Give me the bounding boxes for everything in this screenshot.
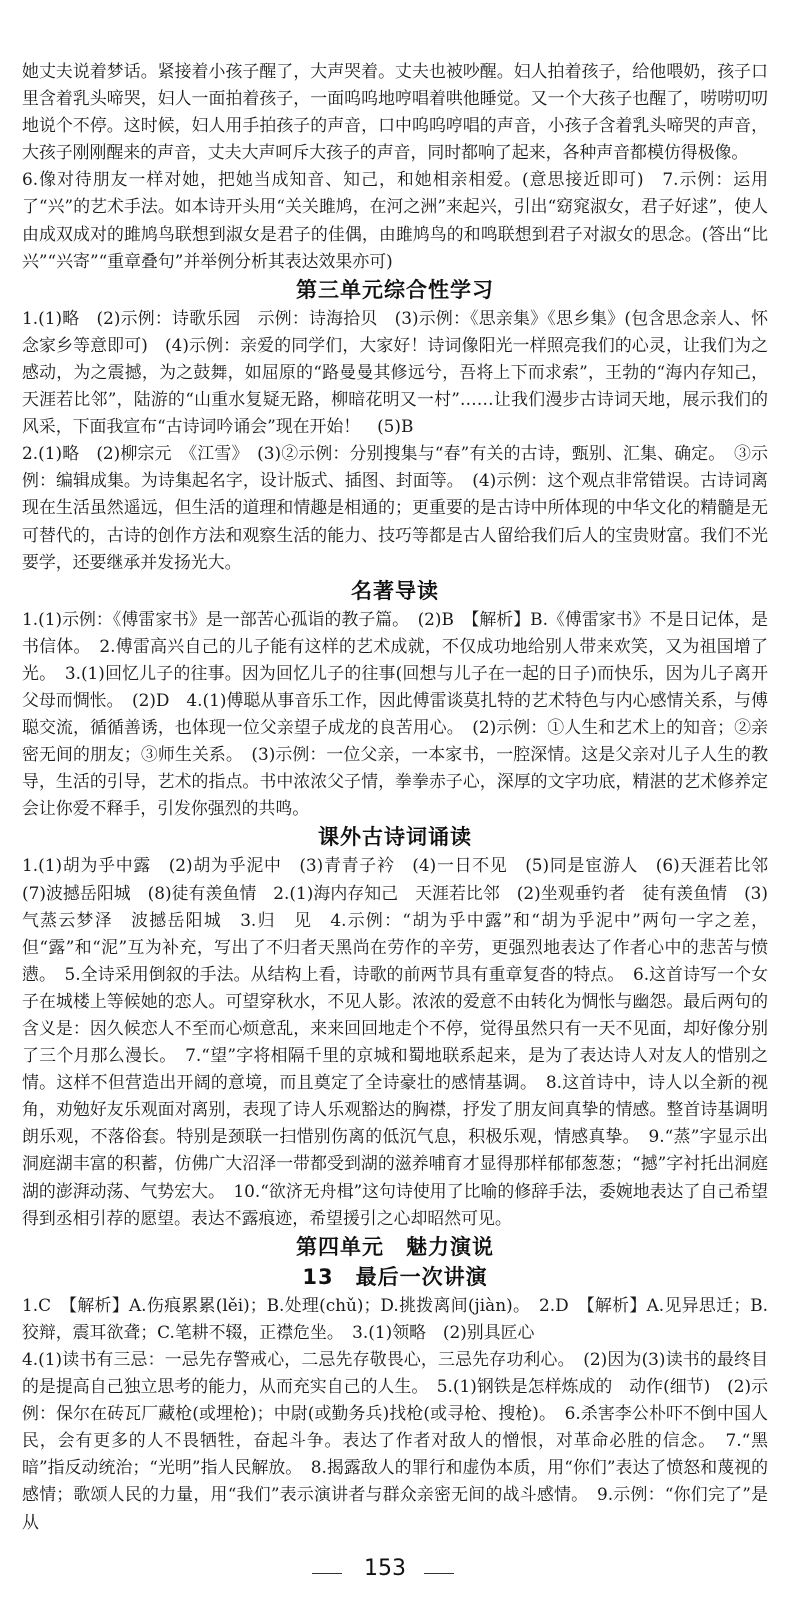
paragraph-lesson13-q1-3: 1.C 【解析】A.伤痕累累(lěi)；B.处理(chǔ)；D.挑拨离间(jiàn)。 2.D 【解析】A.见异思迁；B.狡辩，震耳欲聋；C.笔耕不辍，正襟危坐。 3.(1)领略 (2)别具匠心 [22,1294,768,1342]
paragraph-poetry-answers: 1.(1)胡为乎中露 (2)胡为乎泥中 (3)青青子衿 (4)一日不见 (5)同是宦游人 (6)天涯若比邻 (7)波撼岳阳城 (8)徒有羡鱼情 2.(1)海内存知己 天涯若比邻 (2)坐观垂钓者 徒有羡鱼情 (3)气蒸云梦泽 波撼岳阳城 3.归 见 4.示例：“胡为乎中露”和“胡为乎泥中”两句一字之差，但“露”和“泥”互为补充，写出了不归者天黑尚在劳作的辛劳，更强烈地表达了作者心中的悲苦与愤懑。 5.全诗采用倒叙的手法。从结构上看，诗歌的前两节具有重章复沓的特点。 6.这首诗写一个女子在城楼上等候她的恋人。可望穿秋水，不见人影。浓浓的爱意不由转化为惆怅与幽怨。最后两句的含义是：因久候恋人不至而心烦意乱，来来回回地走个不停，觉得虽然只有一天不见面，却好像分别了三个月那么漫长。 7.“望”字将相隔千里的京城和蜀地联系起来，是为了表达诗人对友人的惜别之情。这样不但营造出开阔的意境，而且奠定了全诗豪壮的感情基调。 8.这首诗中，诗人以全新的视角，劝勉好友乐观面对离别，表现了诗人乐观豁达的胸襟，抒发了朋友间真挚的情感。整首诗基调明朗乐观，不落俗套。特别是颈联一扫惜别伤离的低沉气息，积极乐观，情感真挚。 9.“蒸”字显示出洞庭湖丰富的积蓄，仿佛广大沼泽一带都受到湖的滋养哺育才显得那样郁郁葱葱；“撼”字衬托出洞庭湖的澎湃动荡、气势宏大。 10.“欲济无舟楫”这句诗使用了比喻的修辞手法，委婉地表达了自己希望得到丞相引荐的愿望。表达不露痕迹，希望援引之心却昭然可见。 [22,855,785,1228]
footer-left-rule [312,1573,342,1574]
paragraph-classics-answers: 1.(1)示例：《傅雷家书》是一部苦心孤诣的教子篇。 (2)B 【解析】B.《傅雷家书》不是日记体，是书信体。 2.傅雷高兴自己的儿子能有这样的艺术成就，不仅成功地给别人带来欢笑，又为祖国增了光。 3.(1)回忆儿子的往事。因为回忆儿子的往事(回想与儿子在一起的日子)而快乐，因为儿子离开父母而惆怅。 (2)D 4.(1)傅聪从事音乐工作，因此傅雷谈莫扎特的艺术特色与内心感情关系，与傅聪交流，循循善诱，也体现一位父亲望子成龙的良苦用心。 (2)示例：①人生和艺术上的知音；②亲密无间的朋友；③师生关系。 (3)示例：一位父亲，一本家书，一腔深情。这是父亲对儿子人生的教导，生活的引导，艺术的指点。书中浓浓父子情，拳拳赤子心，深厚的文字功底，精湛的艺术修养定会让你爱不释手，引发你强烈的共鸣。 [22,608,768,819]
section-title-poetry: 课外古诗词诵读 [318,825,472,850]
section-title-unit4: 第四单元 魅力演说 [296,1234,494,1259]
page-number: 153 [364,1556,406,1581]
section-subtitle-lesson13: 13 最后一次讲演 [302,1264,488,1289]
section-title-classics: 名著导读 [351,578,439,603]
footer-right-rule [424,1573,454,1574]
paragraph-lesson13-q4-9: 4.(1)读书有三忌：一忌先存警戒心，二忌先存敬畏心，三忌先存功利心。 (2)因为(3)读书的最终目的是提高自己独立思考的能力，从而充实自己的人生。 5.(1)钢铁是怎样炼成的 动作(细节) (2)示例：保尔在砖瓦厂藏枪(或埋枪)；中尉(或勤务兵)找枪(或寻枪、搜枪)。 6.杀害李公朴吓不倒中国人民，会有更多的人不畏牺牲，奋起斗争。表达了作者对敌人的憎恨，对革命必胜的信念。 7.“黑暗”指反动统治；“光明”指人民解放。 8.揭露敌人的罪行和虚伪本质，用“你们”表达了愤怒和蔑视的感情；歌颂人民的力量，用“我们”表示演讲者与群众亲密无间的战斗感情。 9.示例：“你们完了”是从 [22,1348,768,1532]
paragraph-unit3-q1: 1.(1)略 (2)示例：诗歌乐园 示例：诗海拾贝 (3)示例：《思亲集》《思乡集》(包含思念亲人、怀念家乡等意即可) (4)示例：亲爱的同学们，大家好！诗词像阳光一样照亮我们的心灵，让我们为之感动，为之震撼，为之鼓舞，如屈原的“路曼曼其修远兮，吾将上下而求索”，王勃的“海内存知己，天涯若比邻”，陆游的“山重水复疑无路，柳暗花明又一村”……让我们漫步古诗词天地，展示我们的风采，下面我宣布“古诗词吟诵会”现在开始！ (5)B [22,307,768,437]
answer-key-page [22,58,785,1536]
section-title-unit3: 第三单元综合性学习 [296,277,494,302]
paragraph-unit3-q2: 2.(1)略 (2)柳宗元 《江雪》 (3)②示例：分别搜集与“春”有关的古诗，甄别、汇集、确定。 ③示例：编辑成集。为诗集起名字，设计版式、插图、封面等。 (4)示例：这个观点非常错误。古诗词离现在生活虽然遥远，但生活的道理和情趣是相通的；更重要的是古诗中所体现的中华文化的精髓是无可替代的，古诗的创作方法和观察生活的能力、技巧等都是古人留给我们后人的宝贵财富。我们不光要学，还要继承并发扬光大。 [22,443,768,572]
paragraph-story-continued: 她丈夫说着梦话。紧接着小孩子醒了，大声哭着。丈夫也被吵醒。妇人拍着孩子，给他喂奶，孩子口里含着乳头啼哭，妇人一面拍着孩子，一面呜呜地哼唱着哄他睡觉。又一个大孩子也醒了，唠唠叨叨地说个不停。这时候，妇人用手拍孩子的声音，口中呜呜哼唱的声音，小孩子含着乳头啼哭的声音，大孩子刚刚醒来的声音，丈夫大声呵斥大孩子的声音，同时都响了起来，各种声音都模仿得极像。 [22,61,768,163]
paragraph-answers-6-7: 6.像对待朋友一样对她，把她当成知音、知己，和她相亲相爱。(意思接近即可) 7.示例：运用了“兴”的艺术手法。如本诗开头用“关关雎鸠，在河之洲”来起兴，引出“窈窕淑女，君子好逑”，使人由成双成对的雎鸠鸟联想到淑女是君子的佳偶，由雎鸠鸟的和鸣联想到君子对淑女的思念。(答出“比兴”“兴寄”“重章叠句”并举例分析其表达效果亦可) [22,169,768,271]
